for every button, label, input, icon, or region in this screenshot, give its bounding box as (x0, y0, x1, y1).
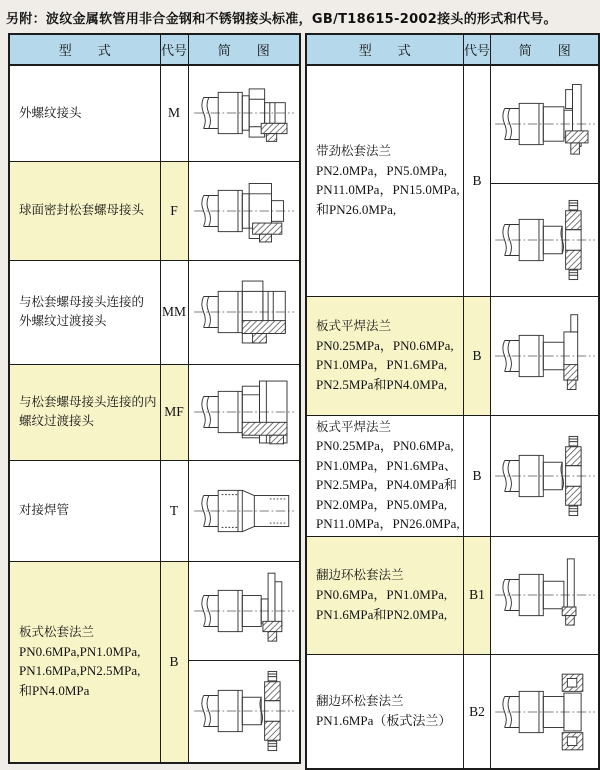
table-row (9, 460, 300, 561)
code-cell: B (463, 415, 491, 536)
page-title: 另附：波纹金属软管用非合金钢和不锈钢接头标准，GB/T18615-2002接头的形式和代号。 (6, 12, 557, 27)
type-line: 螺纹过渡接头 (19, 413, 95, 428)
diagram-cell (491, 415, 599, 536)
diagram-cell (188, 260, 300, 364)
table-row (306, 415, 599, 536)
table-row (9, 561, 300, 660)
diagram-cell (188, 65, 300, 161)
type-cell (9, 561, 160, 763)
code-cell: B (463, 65, 491, 296)
code-cell: F (160, 161, 188, 260)
column-header-type: 型 式 (9, 34, 160, 65)
column-header-code: 代号 (160, 34, 188, 65)
type-cell (306, 296, 463, 415)
diagram-nipple-male-male-icon (189, 269, 299, 355)
code-cell: B2 (463, 654, 491, 769)
type-line: 与松套螺母接头连接的 (19, 294, 145, 310)
type-line: 板式平焊法兰 (316, 418, 392, 434)
right-table (305, 33, 600, 770)
diagram-union-nut-icon (189, 168, 299, 254)
code-cell: B1 (463, 536, 491, 654)
diagram-cell (491, 183, 599, 296)
type-line: 外螺纹接头 (19, 104, 82, 120)
type-cell (306, 65, 463, 296)
diagram-lapped-flange-icon (491, 669, 598, 755)
diagram-plate-flange-section-icon (493, 433, 597, 519)
code-cell: B (463, 296, 491, 415)
type-line: 板式松套法兰 (19, 624, 95, 640)
type-line: 对接焊管 (19, 502, 70, 518)
type-line: 翻边环松套法兰 (316, 693, 404, 709)
type-line: PN0.25MPa，PN0.6MPa, (316, 337, 454, 353)
diagram-cell (491, 654, 599, 769)
diagram-plate-flange-section-icon (192, 668, 296, 754)
diagram-plate-flange-front-icon (189, 568, 299, 654)
diagram-male-thread-icon (192, 70, 296, 156)
table-row (306, 654, 599, 769)
diagram-cell (188, 660, 300, 763)
diagram-cell (188, 364, 300, 460)
diagram-male-thread-icon (189, 70, 299, 156)
type-line: PN1.0MPa，PN1.6MPa、 (316, 457, 457, 473)
type-cell (9, 460, 160, 561)
type-cell (9, 364, 160, 460)
type-line: 和PN4.0MPa (19, 682, 90, 698)
type-cell (306, 654, 463, 769)
type-line: PN1.6MPa,PN2.5MPa, (19, 663, 141, 679)
diagram-neck-flange-front-icon (493, 81, 597, 167)
column-header-code: 代号 (463, 34, 491, 65)
table-row (9, 364, 300, 460)
type-line: 和PN26.0MPa, (316, 201, 397, 217)
column-header-diagram: 简 图 (491, 34, 599, 65)
type-line: 与松套螺母接头连接的内 (19, 394, 157, 410)
column-header-diagram: 简 图 (188, 34, 300, 65)
type-cell (9, 65, 160, 161)
right-header-row (306, 34, 599, 65)
diagram-cell (491, 65, 599, 183)
code-cell: MM (160, 260, 188, 364)
diagram-butt-weld-icon (192, 468, 296, 554)
diagram-plate-flange-section-icon (491, 433, 598, 519)
type-line: PN0.25MPa，PN0.6MPa, (316, 438, 454, 454)
type-line: PN0.6MPa,PN1.0MPa, (19, 643, 141, 659)
type-line: PN2.0MPa，PN5.0MPa, (316, 162, 448, 178)
diagram-flared-ring-flange-icon (491, 552, 598, 638)
type-line: PN2.5MPa，PN4.0MPa和 (316, 477, 457, 493)
diagram-butt-weld-icon (189, 468, 299, 554)
diagram-cell (188, 460, 300, 561)
code-cell: MF (160, 364, 188, 460)
type-line: 外螺纹过渡接头 (19, 313, 107, 328)
diagram-cell (491, 296, 599, 415)
left-table (8, 33, 301, 764)
type-cell (9, 161, 160, 260)
type-cell (9, 260, 160, 364)
diagram-cell (491, 536, 599, 654)
diagram-plate-flange-section-icon (491, 197, 598, 283)
diagram-plate-flange-front-icon (192, 568, 296, 654)
type-line: PN11.0MPa，PN26.0MPa, (316, 516, 460, 532)
table-row (9, 161, 300, 260)
type-line: 翻边环松套法兰 (316, 567, 404, 583)
column-header-type: 型 式 (306, 34, 463, 65)
diagram-nipple-male-female-icon (189, 369, 299, 455)
type-line: PN2.0MPa，PN5.0MPa, (316, 496, 448, 512)
code-cell: M (160, 65, 188, 161)
type-line: PN0.6MPa，PN1.0MPa, (316, 587, 448, 603)
table-row (9, 65, 300, 161)
code-cell: T (160, 460, 188, 561)
diagram-cell (188, 561, 300, 660)
diagram-plate-flange-section-icon (493, 197, 597, 283)
type-line: 板式平焊法兰 (316, 317, 392, 333)
diagram-nipple-male-female-icon (192, 369, 296, 455)
diagram-flared-ring-flange-icon (493, 552, 597, 638)
type-line: PN1.6MPa和PN2.0MPa, (316, 606, 448, 622)
diagram-cell (188, 161, 300, 260)
type-cell (306, 415, 463, 536)
type-line: 球面密封松套螺母接头 (19, 202, 145, 218)
code-cell: B (160, 561, 188, 763)
type-line: PN1.6MPa（板式法兰） (316, 713, 452, 729)
tables-area (0, 33, 600, 770)
diagram-welded-plate-flange-icon (491, 313, 598, 399)
diagram-lapped-flange-icon (493, 669, 597, 755)
type-line: PN11.0MPa，PN15.0MPa, (316, 182, 460, 198)
type-cell (306, 536, 463, 654)
table-row (306, 65, 599, 183)
table-row (306, 536, 599, 654)
table-row (9, 260, 300, 364)
left-header-row (9, 34, 300, 65)
diagram-neck-flange-front-icon (491, 81, 598, 167)
diagram-welded-plate-flange-icon (493, 313, 597, 399)
type-line: PN1.0MPa，PN1.6MPa, (316, 357, 448, 373)
type-line: 带劲松套法兰 (316, 143, 392, 159)
type-line: PN2.5MPa和PN4.0MPa, (316, 376, 448, 392)
diagram-nipple-male-male-icon (192, 269, 296, 355)
table-row (306, 296, 599, 415)
diagram-plate-flange-section-icon (189, 668, 299, 754)
diagram-union-nut-icon (192, 168, 296, 254)
